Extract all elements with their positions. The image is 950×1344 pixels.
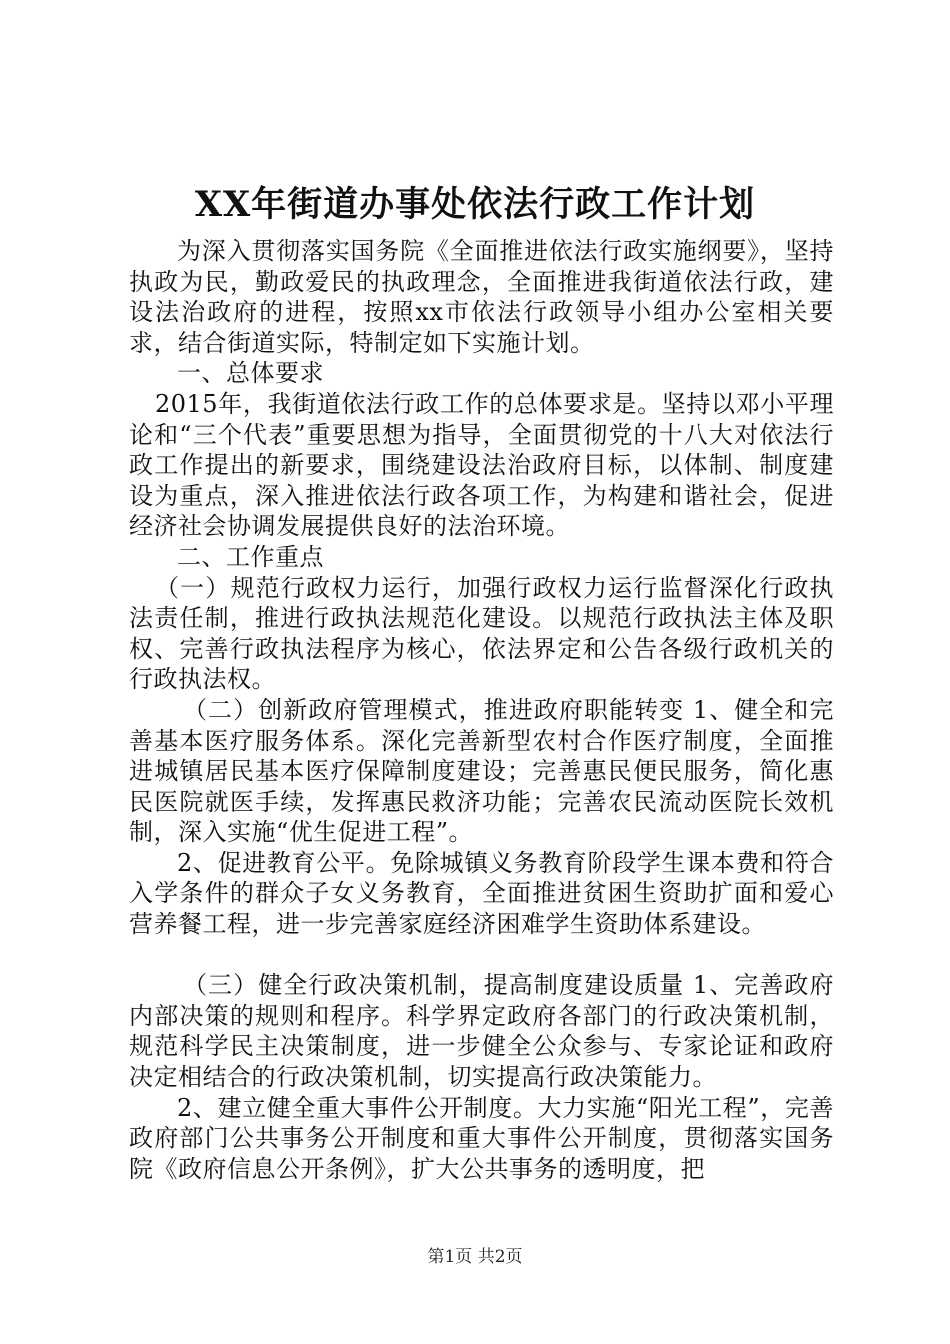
paragraph-item-3-sub-2: 2、建立健全重大事件公开制度。大力实施“阳光工程”，完善政府部门公共事务公开制度和重大事件公开制度，贯彻落实国务院《政府信息公开条例》，扩大公共事务的透明度，把 [129,1093,834,1183]
paragraph-item-1: （一）规范行政权力运行，加强行政权力运行监督深化行政执法责任制，推进行政执法规范化建设。以规范行政执法主体及职权、完善行政执法程序为核心，依法界定和公告各级行政机关的行政执法权。 [129,573,834,694]
section-heading-key-work: 二、工作重点 [177,542,324,571]
document-title: XX年街道办事处依法行政工作计划 [194,184,756,225]
paragraph-intro: 为深入贯彻落实国务院《全面推进依法行政实施纲要》，坚持执政为民，勤政爱民的执政理念，全面推进我街道依法行政，建设法治政府的进程，按照xx市依法行政领导小组办公室相关要求，结合街道实际，特制定如下实施计划。 [129,237,834,357]
blank-line [129,940,834,971]
page-number-footer: 第1页 共2页 [427,1247,523,1267]
paragraph-item-2: （二）创新政府管理模式，推进政府职能转变 1、健全和完善基本医疗服务体系。深化完善新型农村合作医疗制度，全面推进城镇居民基本医疗保障制度建设；完善惠民便民服务，简化惠民医院就医手续，发挥惠民救济功能；完善农民流动医院长效机制，深入实施“优生促进工程”。 [129,695,834,847]
section-heading-general: 一、总体要求 [177,359,324,388]
paragraph-general-requirements: 2015年，我街道依法行政工作的总体要求是。坚持以邓小平理论和“三个代表”重要思想为指导，全面贯彻党的十八大对依法行政工作提出的新要求，围绕建设法治政府目标，以体制、制度建设为重点，深入推进依法行政各项工作，为构建和谐社会，促进经济社会协调发展提供良好的法治环境。 [129,389,834,541]
paragraph-item-3: （三）健全行政决策机制，提高制度建设质量 1、完善政府内部决策的规则和程序。科学界定政府各部门的行政决策机制，规范科学民主决策制度，进一步健全公众参与、专家论证和政府决定相结合的行政决策机制，切实提高行政决策能力。 [129,971,834,1092]
paragraph-item-2-sub-2: 2、促进教育公平。免除城镇义务教育阶段学生课本费和符合入学条件的群众子女义务教育，全面推进贫困生资助扩面和爱心营养餐工程，进一步完善家庭经济困难学生资助体系建设。 [129,848,834,939]
document-body [129,236,834,1184]
